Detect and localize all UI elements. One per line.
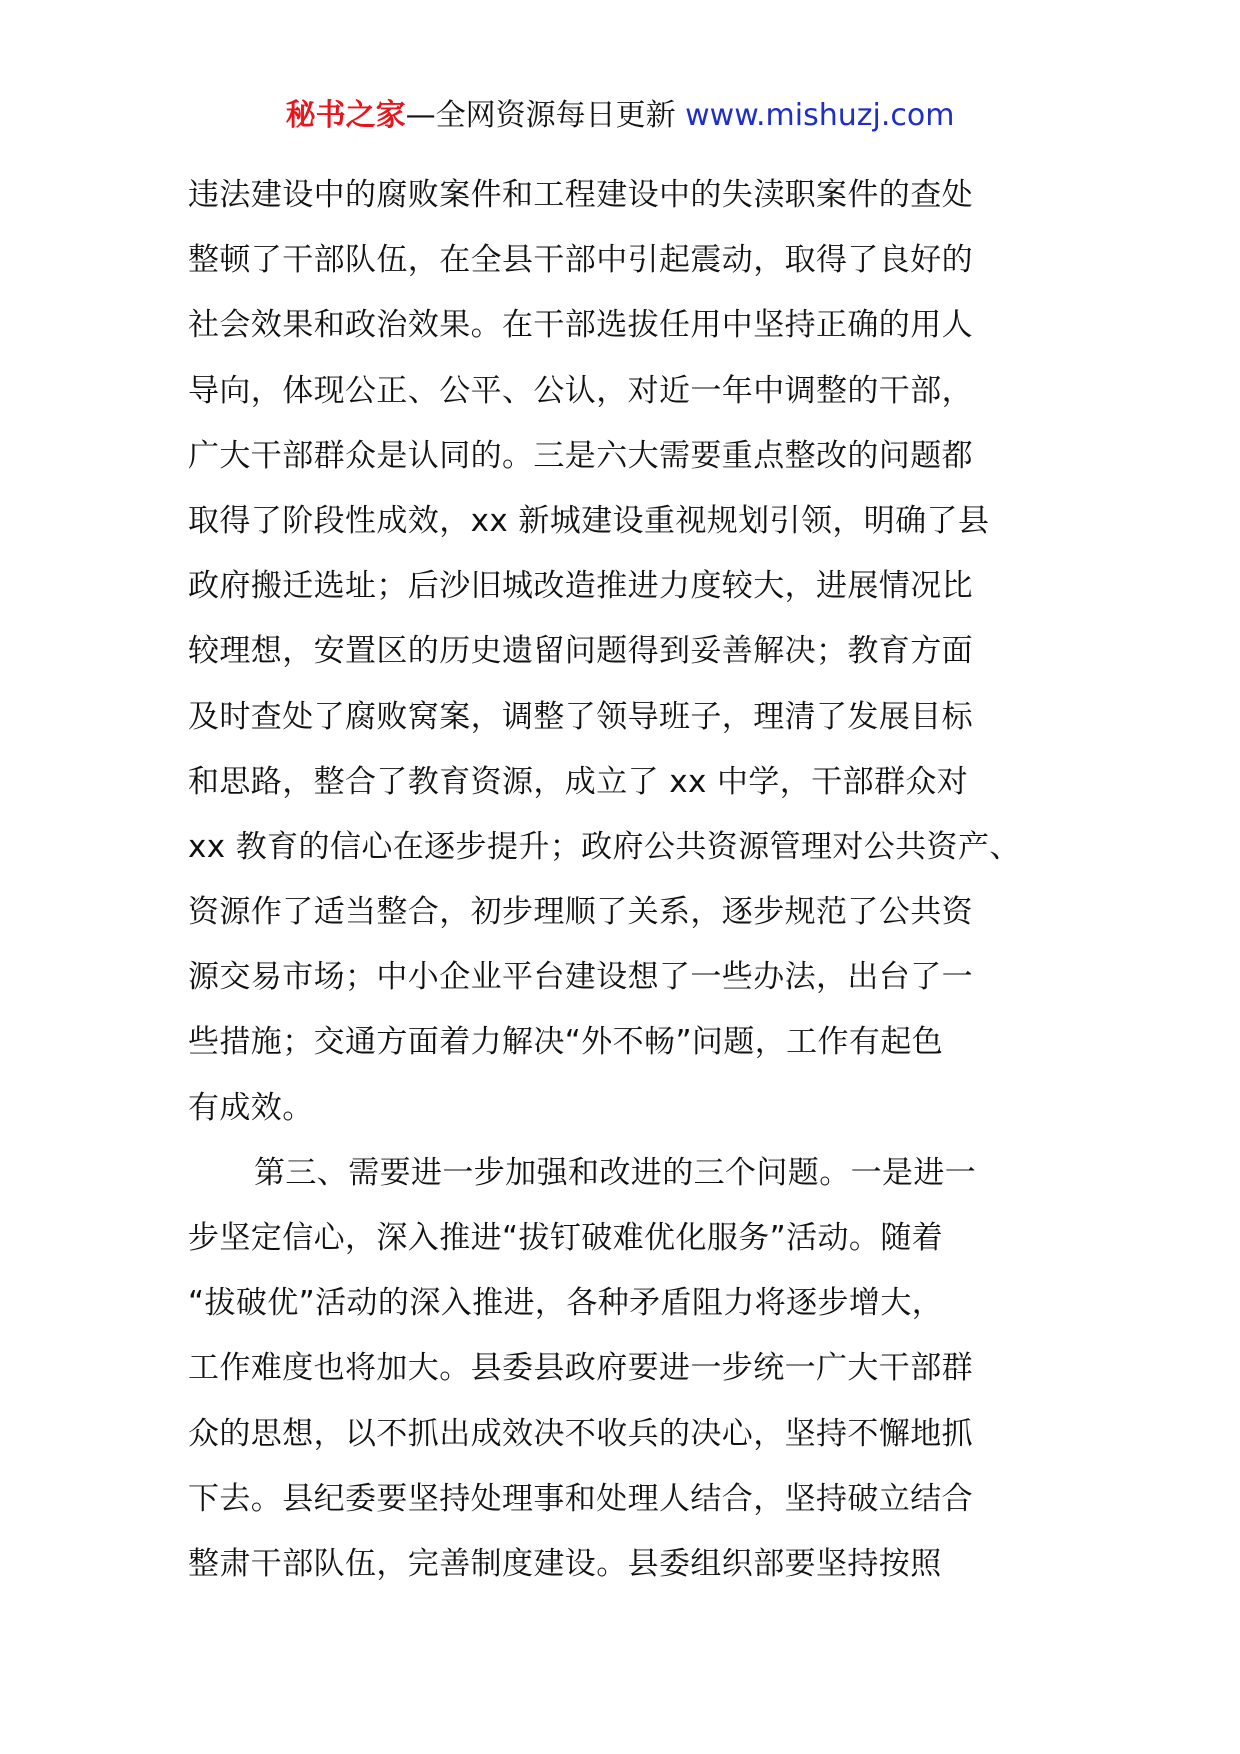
text-line: 工作难度也将加大。县委县政府要进一步统一广大干部群 (188, 1350, 973, 1387)
text-line: 整顿了干部队伍，在全县干部中引起震动，取得了良好的 (188, 242, 973, 279)
text-line: 些措施；交通方面着力解决“外不畅”问题，工作有起色 (188, 1024, 944, 1061)
text-line: 有成效。 (188, 1089, 314, 1126)
text-line: 导向，体现公正、公平、公认，对近一年中调整的干部， (188, 372, 973, 409)
text-line: 众的思想，以不抓出成效决不收兵的决心，坚持不懈地抓 (188, 1415, 973, 1452)
text-line: 广大干部群众是认同的。三是六大需要重点整改的问题都 (188, 437, 973, 474)
text-line: xx 教育的信心在逐步提升；政府公共资源管理对公共资产、 (188, 828, 1021, 865)
text-line: 及时查处了腐败窝案，调整了领导班子，理清了发展目标 (188, 698, 973, 735)
text-line: 下去。县纪委要坚持处理事和处理人结合，坚持破立结合 (188, 1480, 973, 1517)
website-link[interactable]: www.mishuzj.com (685, 98, 955, 133)
brand-name: 秘书之家 (285, 98, 406, 133)
text-line: 步坚定信心，深入推进“拔钉破难优化服务”活动。随着 (188, 1220, 944, 1256)
header-tagline: —全网资源每日更新 (405, 98, 676, 133)
text-line: 和思路，整合了教育资源，成立了 xx 中学，干部群众对 (188, 763, 969, 800)
text-line: 第三、需要进一步加强和改进的三个问题。一是进一 (254, 1154, 977, 1191)
text-line: 社会效果和政治效果。在干部选拔任用中坚持正确的用人 (188, 307, 973, 344)
text-line: 整肃干部队伍，完善制度建设。县委组织部要坚持按照 (188, 1545, 942, 1582)
text-line: “拔破优”活动的深入推进，各种矛盾阻力将逐步增大， (188, 1285, 944, 1322)
text-line: 取得了阶段性成效，xx 新城建设重视规划引领，明确了县 (188, 502, 990, 539)
document-body (188, 163, 1068, 1597)
page-header (0, 96, 1240, 136)
text-line: 资源作了适当整合，初步理顺了关系，逐步规范了公共资 (188, 894, 973, 931)
text-line: 源交易市场；中小企业平台建设想了一些办法，出台了一 (188, 959, 973, 996)
text-line: 较理想，安置区的历史遗留问题得到妥善解决；教育方面 (188, 633, 973, 670)
text-line: 政府搬迁选址；后沙旧城改造推进力度较大，进展情况比 (188, 568, 973, 605)
text-line: 违法建设中的腐败案件和工程建设中的失渎职案件的查处 (188, 177, 973, 213)
